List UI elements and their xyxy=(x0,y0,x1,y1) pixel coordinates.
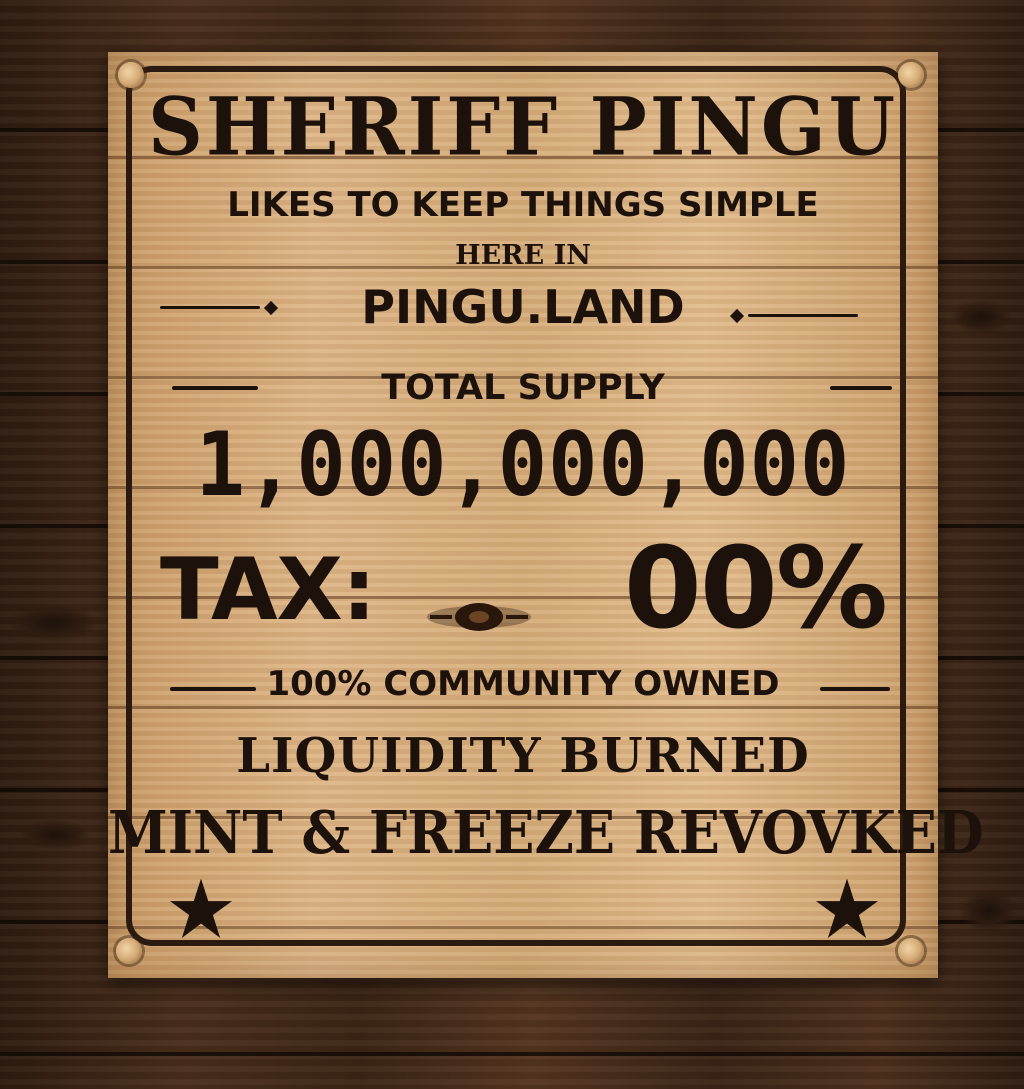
star-icon xyxy=(814,876,880,942)
burn-mark-icon xyxy=(424,600,534,634)
domain-name: PINGU.LAND xyxy=(361,280,685,334)
total-supply-value: 1,000,000,000 xyxy=(195,414,851,517)
community-owned-label: 100% COMMUNITY OWNED xyxy=(266,664,780,704)
nail-icon xyxy=(898,938,924,964)
wall-knot xyxy=(960,890,1018,932)
community-right-rule xyxy=(820,687,890,691)
star-icon xyxy=(168,876,234,942)
here-in-label: HERE IN xyxy=(455,240,591,271)
sign-subtitle: LIKES TO KEEP THINGS SIMPLE xyxy=(227,185,819,225)
total-supply-label: TOTAL SUPPLY xyxy=(381,368,665,408)
domain-right-rule xyxy=(748,314,858,317)
supply-right-rule xyxy=(830,386,892,390)
nail-icon xyxy=(116,938,142,964)
mint-freeze-label: MINT & FREEZE REVOVKED xyxy=(108,796,984,868)
sign-title: SHERIFF PINGU xyxy=(147,79,899,174)
wall-knot xyxy=(952,300,1012,334)
wanted-sign-board xyxy=(108,52,984,978)
tax-label: TAX: xyxy=(160,540,376,640)
wall-knot xyxy=(8,605,98,641)
wall-knot xyxy=(20,820,90,850)
liquidity-burned-label: LIQUIDITY BURNED xyxy=(236,728,810,784)
tax-value: 00% xyxy=(623,524,886,654)
